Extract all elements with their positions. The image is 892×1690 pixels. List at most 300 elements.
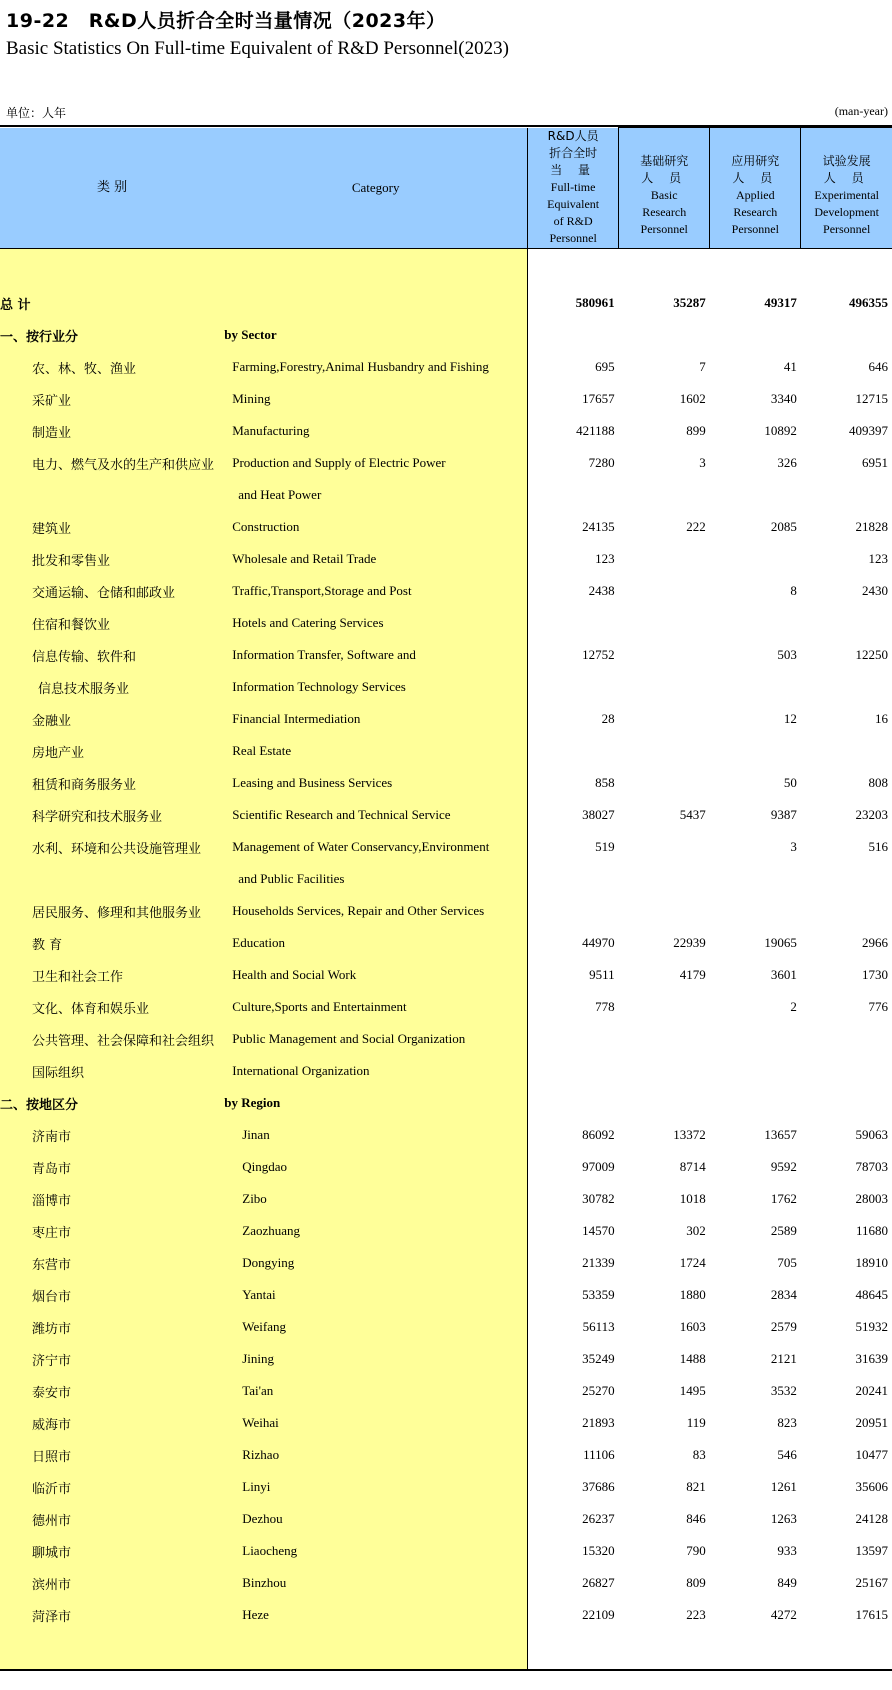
table-row — [0, 1247, 892, 1279]
category-cn-cell: 水利、环境和公共设施管理业 — [0, 831, 224, 863]
basic-research-cell — [619, 479, 710, 511]
fte-total-cell: 580961 — [528, 287, 619, 319]
fte-total-cell: 14570 — [528, 1215, 619, 1247]
basic-research-cell: 13372 — [619, 1119, 710, 1151]
category-en-cell: by Region — [224, 1087, 527, 1119]
applied-research-cell: 49317 — [710, 287, 801, 319]
experimental-development-cell — [801, 863, 892, 895]
category-cn-cell: 居民服务、修理和其他服务业 — [0, 895, 224, 927]
experimental-development-cell: 23203 — [801, 799, 892, 831]
fte-total-cell: 11106 — [528, 1439, 619, 1471]
applied-research-cell: 849 — [710, 1567, 801, 1599]
applied-research-cell: 3601 — [710, 959, 801, 991]
fte-total-cell: 53359 — [528, 1279, 619, 1311]
category-cn-cell: 德州市 — [0, 1503, 224, 1535]
category-en-cell: Jinan — [224, 1119, 527, 1151]
experimental-development-cell — [801, 671, 892, 703]
table-row — [0, 799, 892, 831]
category-en-cell: Households Services, Repair and Other Services — [224, 895, 527, 927]
table-row — [0, 511, 892, 543]
experimental-development-cell: 808 — [801, 767, 892, 799]
fte-total-cell: 97009 — [528, 1151, 619, 1183]
applied-research-cell — [710, 671, 801, 703]
fte-total-cell — [528, 1087, 619, 1119]
fte-total-cell: 695 — [528, 351, 619, 383]
category-en-cell: Zibo — [224, 1183, 527, 1215]
applied-research-cell: 50 — [710, 767, 801, 799]
fte-total-cell — [528, 863, 619, 895]
category-en-cell: Tai'an — [224, 1375, 527, 1407]
experimental-development-cell: 12715 — [801, 383, 892, 415]
fte-total-cell: 12752 — [528, 639, 619, 671]
fte-total-cell: 24135 — [528, 511, 619, 543]
fte-total-cell: 37686 — [528, 1471, 619, 1503]
experimental-development-cell: 78703 — [801, 1151, 892, 1183]
fte-total-cell: 35249 — [528, 1343, 619, 1375]
category-cn-cell: 威海市 — [0, 1407, 224, 1439]
table-row — [0, 927, 892, 959]
basic-research-cell: 899 — [619, 415, 710, 447]
category-en-cell: Leasing and Business Services — [224, 767, 527, 799]
table-row — [0, 767, 892, 799]
basic-research-cell: 790 — [619, 1535, 710, 1567]
fte-total-cell: 21893 — [528, 1407, 619, 1439]
fte-total-cell: 26827 — [528, 1567, 619, 1599]
table-row — [0, 607, 892, 639]
category-cn-cell: 烟台市 — [0, 1279, 224, 1311]
basic-research-cell: 809 — [619, 1567, 710, 1599]
category-en-cell: Heze — [224, 1599, 527, 1631]
experimental-development-cell: 16 — [801, 703, 892, 735]
applied-research-cell — [710, 1023, 801, 1055]
header-fte-total: R&D人员 折合全时 当 量 Full-time Equivalent of R&D Personnel — [528, 128, 619, 249]
basic-research-cell: 821 — [619, 1471, 710, 1503]
applied-research-cell: 10892 — [710, 415, 801, 447]
category-en-cell: and Public Facilities — [224, 863, 527, 895]
basic-research-cell — [619, 607, 710, 639]
category-en-cell: Linyi — [224, 1471, 527, 1503]
category-en-cell: Information Technology Services — [224, 671, 527, 703]
category-cn-cell: 东营市 — [0, 1247, 224, 1279]
experimental-development-cell — [801, 479, 892, 511]
spacer-row — [0, 1631, 892, 1670]
category-cn-cell: 总 计 — [0, 287, 224, 319]
basic-research-cell — [619, 831, 710, 863]
category-en-cell: Production and Supply of Electric Power — [224, 447, 527, 479]
experimental-development-cell — [801, 607, 892, 639]
category-cn-cell: 交通运输、仓储和邮政业 — [0, 575, 224, 607]
applied-research-cell: 19065 — [710, 927, 801, 959]
category-en-cell: Hotels and Catering Services — [224, 607, 527, 639]
basic-research-cell: 1495 — [619, 1375, 710, 1407]
table-row — [0, 1119, 892, 1151]
applied-research-cell — [710, 479, 801, 511]
category-cn-cell: 卫生和社会工作 — [0, 959, 224, 991]
basic-research-cell: 119 — [619, 1407, 710, 1439]
experimental-development-cell: 20951 — [801, 1407, 892, 1439]
fte-total-cell: 38027 — [528, 799, 619, 831]
table-row — [0, 479, 892, 511]
applied-research-cell: 12 — [710, 703, 801, 735]
table-row — [0, 447, 892, 479]
fte-total-cell: 21339 — [528, 1247, 619, 1279]
category-cn-cell: 日照市 — [0, 1439, 224, 1471]
basic-research-cell: 1724 — [619, 1247, 710, 1279]
applied-research-cell: 3 — [710, 831, 801, 863]
header-category-en: Category — [224, 128, 527, 249]
category-cn-cell: 电力、燃气及水的生产和供应业 — [0, 447, 224, 479]
header-category-cn: 类 别 — [0, 128, 224, 249]
fte-total-cell: 7280 — [528, 447, 619, 479]
table-row — [0, 575, 892, 607]
basic-research-cell — [619, 703, 710, 735]
applied-research-cell: 41 — [710, 351, 801, 383]
experimental-development-cell: 35606 — [801, 1471, 892, 1503]
category-en-cell: Zaozhuang — [224, 1215, 527, 1247]
category-cn-cell: 农、林、牧、渔业 — [0, 351, 224, 383]
experimental-development-cell — [801, 735, 892, 767]
fte-total-cell — [528, 1023, 619, 1055]
basic-research-cell: 83 — [619, 1439, 710, 1471]
table-row — [0, 1055, 892, 1087]
basic-research-cell — [619, 543, 710, 575]
experimental-development-cell: 123 — [801, 543, 892, 575]
basic-research-cell — [619, 735, 710, 767]
experimental-development-cell — [801, 1055, 892, 1087]
category-cn-cell: 国际组织 — [0, 1055, 224, 1087]
applied-research-cell: 2121 — [710, 1343, 801, 1375]
category-en-cell: Weihai — [224, 1407, 527, 1439]
category-cn-cell: 潍坊市 — [0, 1311, 224, 1343]
basic-research-cell — [619, 639, 710, 671]
category-en-cell: Wholesale and Retail Trade — [224, 543, 527, 575]
category-en-cell: International Organization — [224, 1055, 527, 1087]
applied-research-cell — [710, 895, 801, 927]
table-row — [0, 1215, 892, 1247]
category-en-cell: and Heat Power — [224, 479, 527, 511]
applied-research-cell — [710, 319, 801, 351]
experimental-development-cell — [801, 1087, 892, 1119]
category-en-cell: Qingdao — [224, 1151, 527, 1183]
experimental-development-cell — [801, 1023, 892, 1055]
table-row — [0, 1439, 892, 1471]
basic-research-cell: 1603 — [619, 1311, 710, 1343]
applied-research-cell: 3340 — [710, 383, 801, 415]
category-cn-cell: 二、按地区分 — [0, 1087, 224, 1119]
applied-research-cell: 9592 — [710, 1151, 801, 1183]
table-row — [0, 1279, 892, 1311]
basic-research-cell — [619, 767, 710, 799]
experimental-development-cell: 13597 — [801, 1535, 892, 1567]
table-row — [0, 1503, 892, 1535]
category-cn-cell — [0, 479, 224, 511]
applied-research-cell: 13657 — [710, 1119, 801, 1151]
applied-research-cell: 705 — [710, 1247, 801, 1279]
experimental-development-cell: 51932 — [801, 1311, 892, 1343]
experimental-development-cell: 59063 — [801, 1119, 892, 1151]
fte-total-cell: 123 — [528, 543, 619, 575]
category-cn-cell: 金融业 — [0, 703, 224, 735]
experimental-development-cell: 2966 — [801, 927, 892, 959]
category-en-cell: Health and Social Work — [224, 959, 527, 991]
applied-research-cell: 503 — [710, 639, 801, 671]
category-en-cell: Manufacturing — [224, 415, 527, 447]
category-cn-cell: 信息技术服务业 — [0, 671, 224, 703]
fte-total-cell: 22109 — [528, 1599, 619, 1631]
applied-research-cell: 2085 — [710, 511, 801, 543]
applied-research-cell — [710, 1087, 801, 1119]
basic-research-cell — [619, 1087, 710, 1119]
table-row — [0, 959, 892, 991]
category-en-cell: Rizhao — [224, 1439, 527, 1471]
unit-label-cn: 单位：人年 — [6, 106, 67, 120]
category-cn-cell: 济宁市 — [0, 1343, 224, 1375]
experimental-development-cell: 646 — [801, 351, 892, 383]
category-cn-cell: 聊城市 — [0, 1535, 224, 1567]
category-en-cell: Jining — [224, 1343, 527, 1375]
category-en-cell: by Sector — [224, 319, 527, 351]
category-en-cell: Farming,Forestry,Animal Husbandry and Fishing — [224, 351, 527, 383]
category-cn-cell: 制造业 — [0, 415, 224, 447]
applied-research-cell: 546 — [710, 1439, 801, 1471]
category-cn-cell: 济南市 — [0, 1119, 224, 1151]
category-cn-cell: 教 育 — [0, 927, 224, 959]
table-row — [0, 1023, 892, 1055]
category-en-cell: Yantai — [224, 1279, 527, 1311]
basic-research-cell: 35287 — [619, 287, 710, 319]
category-en-cell: Public Management and Social Organization — [224, 1023, 527, 1055]
category-cn-cell: 房地产业 — [0, 735, 224, 767]
category-cn-cell: 菏泽市 — [0, 1599, 224, 1631]
applied-research-cell — [710, 607, 801, 639]
category-cn-cell: 批发和零售业 — [0, 543, 224, 575]
fte-total-cell — [528, 1055, 619, 1087]
fte-total-cell: 519 — [528, 831, 619, 863]
basic-research-cell — [619, 575, 710, 607]
applied-research-cell — [710, 1055, 801, 1087]
category-en-cell: Mining — [224, 383, 527, 415]
category-cn-cell: 一、按行业分 — [0, 319, 224, 351]
category-en-cell: Scientific Research and Technical Service — [224, 799, 527, 831]
basic-research-cell — [619, 991, 710, 1023]
table-row — [0, 351, 892, 383]
applied-research-cell: 933 — [710, 1535, 801, 1567]
table-row — [0, 639, 892, 671]
experimental-development-cell: 10477 — [801, 1439, 892, 1471]
section-row — [0, 319, 892, 351]
category-en-cell: Education — [224, 927, 527, 959]
category-en-cell: Dongying — [224, 1247, 527, 1279]
table-row — [0, 543, 892, 575]
basic-research-cell: 1880 — [619, 1279, 710, 1311]
basic-research-cell: 3 — [619, 447, 710, 479]
basic-research-cell — [619, 895, 710, 927]
basic-research-cell — [619, 1023, 710, 1055]
basic-research-cell: 8714 — [619, 1151, 710, 1183]
basic-research-cell — [619, 863, 710, 895]
basic-research-cell: 4179 — [619, 959, 710, 991]
applied-research-cell — [710, 863, 801, 895]
table-row — [0, 383, 892, 415]
category-cn-cell: 采矿业 — [0, 383, 224, 415]
applied-research-cell: 2589 — [710, 1215, 801, 1247]
experimental-development-cell: 6951 — [801, 447, 892, 479]
page-title: 19-22 R&D人员折合全时当量情况（2023年） — [6, 10, 446, 32]
total-row — [0, 287, 892, 319]
category-cn-cell: 枣庄市 — [0, 1215, 224, 1247]
experimental-development-cell: 496355 — [801, 287, 892, 319]
fte-total-cell — [528, 607, 619, 639]
fte-total-cell: 26237 — [528, 1503, 619, 1535]
category-en-cell: Binzhou — [224, 1567, 527, 1599]
fte-total-cell: 2438 — [528, 575, 619, 607]
applied-research-cell: 2579 — [710, 1311, 801, 1343]
fte-total-cell — [528, 479, 619, 511]
experimental-development-cell — [801, 319, 892, 351]
category-cn-cell: 青岛市 — [0, 1151, 224, 1183]
experimental-development-cell: 1730 — [801, 959, 892, 991]
category-en-cell — [224, 287, 527, 319]
category-en-cell: Dezhou — [224, 1503, 527, 1535]
basic-research-cell: 1018 — [619, 1183, 710, 1215]
applied-research-cell — [710, 543, 801, 575]
fte-total-cell: 30782 — [528, 1183, 619, 1215]
category-en-cell: Information Transfer, Software and — [224, 639, 527, 671]
category-en-cell: Weifang — [224, 1311, 527, 1343]
applied-research-cell: 2834 — [710, 1279, 801, 1311]
category-cn-cell: 文化、体育和娱乐业 — [0, 991, 224, 1023]
table-row — [0, 831, 892, 863]
applied-research-cell: 823 — [710, 1407, 801, 1439]
fte-total-cell: 56113 — [528, 1311, 619, 1343]
basic-research-cell: 22939 — [619, 927, 710, 959]
category-en-cell: Traffic,Transport,Storage and Post — [224, 575, 527, 607]
basic-research-cell: 223 — [619, 1599, 710, 1631]
fte-total-cell: 15320 — [528, 1535, 619, 1567]
table-row — [0, 1151, 892, 1183]
table-row — [0, 1343, 892, 1375]
experimental-development-cell: 25167 — [801, 1567, 892, 1599]
basic-research-cell — [619, 1055, 710, 1087]
experimental-development-cell: 409397 — [801, 415, 892, 447]
fte-total-cell: 9511 — [528, 959, 619, 991]
table-row — [0, 415, 892, 447]
applied-research-cell: 9387 — [710, 799, 801, 831]
experimental-development-cell: 2430 — [801, 575, 892, 607]
category-cn-cell: 公共管理、社会保障和社会组织 — [0, 1023, 224, 1055]
experimental-development-cell: 31639 — [801, 1343, 892, 1375]
basic-research-cell: 222 — [619, 511, 710, 543]
applied-research-cell: 8 — [710, 575, 801, 607]
basic-research-cell: 1488 — [619, 1343, 710, 1375]
table-row — [0, 735, 892, 767]
basic-research-cell: 5437 — [619, 799, 710, 831]
category-cn-cell — [0, 863, 224, 895]
fte-total-cell: 778 — [528, 991, 619, 1023]
category-cn-cell: 建筑业 — [0, 511, 224, 543]
experimental-development-cell — [801, 895, 892, 927]
section-row — [0, 1087, 892, 1119]
category-en-cell: Financial Intermediation — [224, 703, 527, 735]
spacer-row — [0, 249, 892, 287]
table-row — [0, 1311, 892, 1343]
statistics-table-container — [0, 125, 892, 1671]
category-cn-cell: 临沂市 — [0, 1471, 224, 1503]
fte-total-cell — [528, 671, 619, 703]
experimental-development-cell: 11680 — [801, 1215, 892, 1247]
header-experimental-development: 试验发展 人 员 Experimental Development Personnel — [801, 128, 892, 249]
basic-research-cell: 7 — [619, 351, 710, 383]
category-en-cell: Liaocheng — [224, 1535, 527, 1567]
fte-total-cell — [528, 895, 619, 927]
table-row — [0, 703, 892, 735]
unit-label-en: (man-year) — [834, 104, 888, 118]
applied-research-cell: 3532 — [710, 1375, 801, 1407]
fte-total-cell: 17657 — [528, 383, 619, 415]
fte-total-cell: 25270 — [528, 1375, 619, 1407]
experimental-development-cell: 516 — [801, 831, 892, 863]
applied-research-cell: 326 — [710, 447, 801, 479]
basic-research-cell: 846 — [619, 1503, 710, 1535]
category-cn-cell: 信息传输、软件和 — [0, 639, 224, 671]
fte-total-cell — [528, 735, 619, 767]
applied-research-cell: 1261 — [710, 1471, 801, 1503]
table-row — [0, 671, 892, 703]
experimental-development-cell: 17615 — [801, 1599, 892, 1631]
header-basic-research: 基础研究 人 员 Basic Research Personnel — [619, 128, 710, 249]
fte-total-cell: 858 — [528, 767, 619, 799]
experimental-development-cell: 24128 — [801, 1503, 892, 1535]
experimental-development-cell: 21828 — [801, 511, 892, 543]
table-row — [0, 863, 892, 895]
basic-research-cell: 1602 — [619, 383, 710, 415]
applied-research-cell: 2 — [710, 991, 801, 1023]
table-row — [0, 991, 892, 1023]
applied-research-cell: 4272 — [710, 1599, 801, 1631]
category-en-cell: Culture,Sports and Entertainment — [224, 991, 527, 1023]
category-cn-cell: 租赁和商务服务业 — [0, 767, 224, 799]
table-row — [0, 1407, 892, 1439]
table-row — [0, 1471, 892, 1503]
fte-total-cell — [528, 319, 619, 351]
category-en-cell: Construction — [224, 511, 527, 543]
table-row — [0, 1183, 892, 1215]
table-row — [0, 1375, 892, 1407]
category-en-cell: Management of Water Conservancy,Environment — [224, 831, 527, 863]
category-en-cell: Real Estate — [224, 735, 527, 767]
basic-research-cell — [619, 319, 710, 351]
fte-total-cell: 86092 — [528, 1119, 619, 1151]
category-cn-cell: 滨州市 — [0, 1567, 224, 1599]
category-cn-cell: 泰安市 — [0, 1375, 224, 1407]
experimental-development-cell: 48645 — [801, 1279, 892, 1311]
experimental-development-cell: 28003 — [801, 1183, 892, 1215]
experimental-development-cell: 12250 — [801, 639, 892, 671]
category-cn-cell: 科学研究和技术服务业 — [0, 799, 224, 831]
table-body — [0, 249, 892, 1670]
fte-total-cell: 421188 — [528, 415, 619, 447]
table-row — [0, 895, 892, 927]
statistics-table — [0, 125, 892, 1671]
basic-research-cell — [619, 671, 710, 703]
table-row — [0, 1599, 892, 1631]
table-row — [0, 1535, 892, 1567]
table-row — [0, 1567, 892, 1599]
fte-total-cell: 28 — [528, 703, 619, 735]
category-cn-cell: 淄博市 — [0, 1183, 224, 1215]
page-subtitle: Basic Statistics On Full-time Equivalent of R&D Personnel(2023) — [6, 38, 509, 59]
applied-research-cell: 1762 — [710, 1183, 801, 1215]
